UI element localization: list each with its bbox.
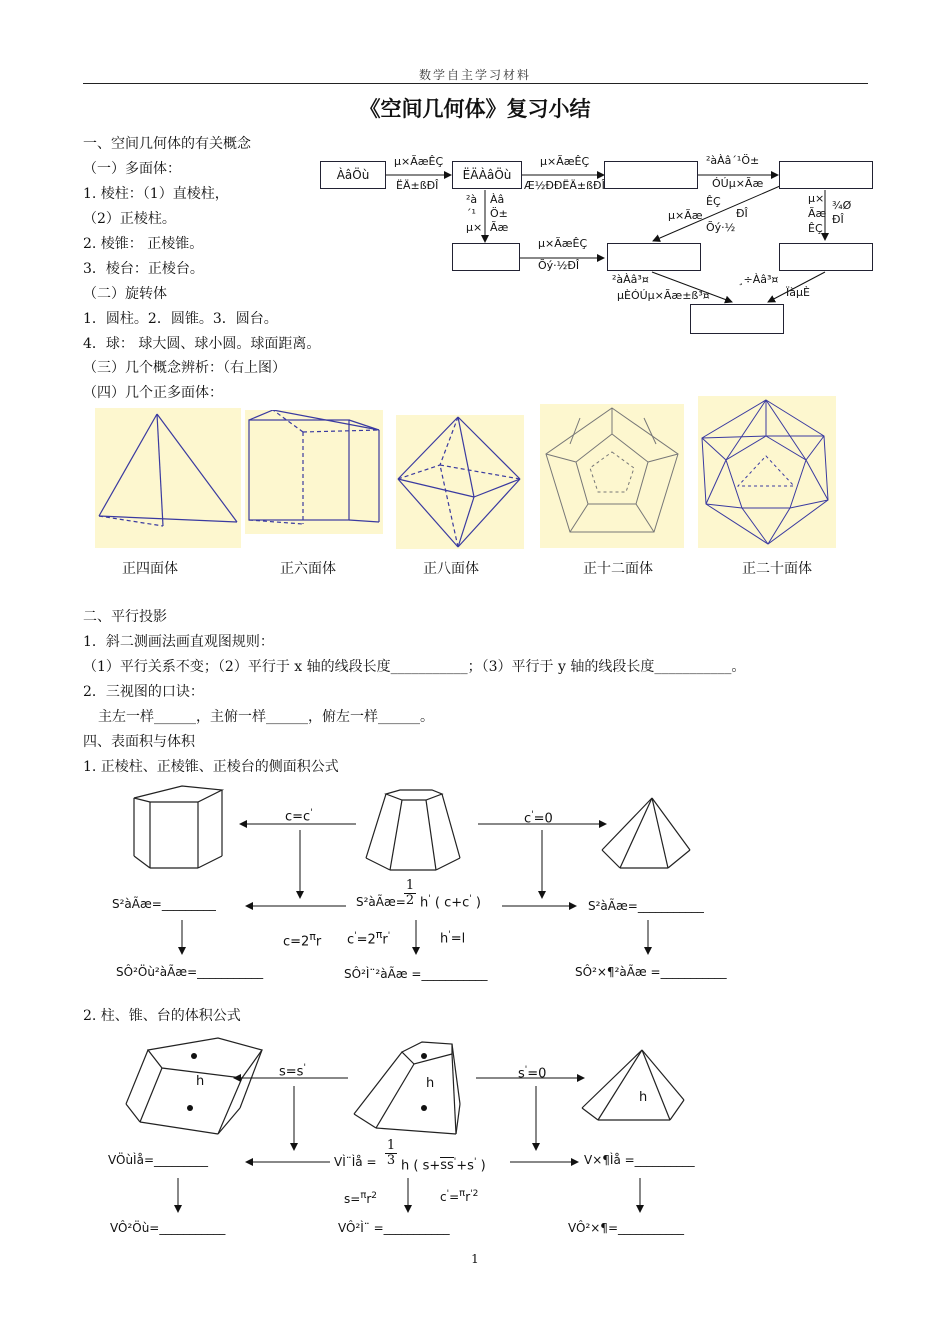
flow-label-down1-f: Ãæ <box>490 221 509 234</box>
flow-label-5a: ²àÀâ³¤ <box>612 273 649 286</box>
cylinder-lateral-area: SÔ²Öù²àÃæ=___________ <box>116 965 264 979</box>
flow-label-6a: ¸÷Àâ³¤ <box>738 273 779 286</box>
flow-label-down2-a: µ× <box>808 192 825 205</box>
flow-box-blank-3 <box>452 243 520 271</box>
pyramid-lateral-area: S²àÃæ=___________ <box>588 899 704 913</box>
concept-distinction-line: （三）几个概念辨析：（右上图） <box>83 360 286 376</box>
icosahedron-label: 正二十面体 <box>742 561 812 577</box>
flow-label-down1-a: ²à <box>466 193 478 206</box>
flow-label-6b: ÏàµÈ <box>786 286 810 299</box>
pyramid-volume: V×¶Ìå =__________ <box>584 1153 695 1167</box>
regular-prism-line: （2）正棱柱。 <box>83 211 176 227</box>
truncated-cone-lateral-area: SÔ²Ì¨²àÃæ =___________ <box>344 967 488 981</box>
cube-figure <box>245 410 383 534</box>
flow-label-down2-b: Ãæ <box>808 207 827 220</box>
frustum-volume-symbol: VÌ¨Ìå = <box>334 1155 377 1169</box>
cylinder-base-condition: $s=^\pi r^2$ <box>344 1190 378 1206</box>
prism-volume: VÖùÌå=_________ <box>108 1153 208 1167</box>
lateral-area-heading: 1. 正棱柱、正棱锥、正棱台的侧面积公式 <box>83 759 339 775</box>
section4-heading: 四、表面积与体积 <box>83 734 195 750</box>
frustum-height-label: h <box>426 1076 435 1091</box>
s-equals-s-label: s=s' <box>279 1063 306 1080</box>
flow-label-4b: Õý·½ÐÎ <box>538 259 580 272</box>
flow-box-quad-prism: ËÄÀâÖù <box>452 161 522 189</box>
frustum-volume-formula: h ( s+ss'+s' ) <box>401 1157 486 1174</box>
fraction-denominator: 3 <box>386 1153 396 1168</box>
sphere-line: 4．球： 球大圆、球小圆。球面距离。 <box>83 336 321 352</box>
flow-box-blank-2 <box>779 161 873 189</box>
hex-prism-top <box>134 786 222 802</box>
frustum-condition: $c'=2^\pi r'$ <box>347 928 391 948</box>
icosahedron-drawing <box>698 396 836 548</box>
dodecahedron-drawing <box>540 404 684 548</box>
frustum-line: 3．棱台：正棱台。 <box>83 261 204 277</box>
frustum-lateral-formula: h' ( c+c' ) <box>420 894 481 911</box>
section1-heading: 一、空间几何体的有关概念 <box>83 136 251 152</box>
flow-box-blank-6 <box>690 304 784 334</box>
pyramid-height-label: h <box>639 1090 648 1105</box>
flow-label-diag-d: ÐÎ <box>736 207 748 220</box>
tetrahedron-label: 正四面体 <box>122 561 178 577</box>
three-view-rule: 主左一样______，主俯一样______，俯左一样______。 <box>98 709 434 725</box>
document-header: 数学自主学习材料 <box>418 68 531 82</box>
cone-lateral-area: SÔ²×¶²àÃæ =___________ <box>575 965 727 979</box>
c-prime-zero-label: c'=0 <box>524 810 553 827</box>
flow-label-down1-c: ´¹ <box>466 207 476 220</box>
prism-line: 1. 棱柱：（1）直棱柱， <box>83 186 229 202</box>
dodecahedron-figure <box>540 404 684 548</box>
tetrahedron-figure <box>95 408 241 548</box>
flow-label-down1-b: Àâ <box>490 193 505 206</box>
header-rule <box>83 83 868 84</box>
flow-label-3a: ²àÀâ´¹Ö± <box>706 154 760 167</box>
fraction-numerator: 1 <box>386 1138 396 1153</box>
flow-label-diag-c: Õý·½ <box>706 221 736 234</box>
flow-label-down2-c: ÊÇ <box>808 222 823 235</box>
three-view-heading: 2．三视图的口诀： <box>83 684 204 700</box>
flow-label-down1-e: µ× <box>466 221 483 234</box>
section2-heading: 二、平行投影 <box>83 609 167 625</box>
octahedron-figure <box>396 415 524 549</box>
flow-label-diag-a: µ×Ãæ <box>668 209 703 222</box>
flow-label-1a: µ×ÃæÊÇ <box>394 155 444 168</box>
flow-label-5b: µÈÓÚµ×Ãæ±ß³¤ <box>617 289 710 302</box>
flow-box-prism: ÀâÖù <box>320 161 386 189</box>
cube-drawing <box>245 410 383 534</box>
volume-diagram <box>100 1030 860 1240</box>
flow-label-3b: ÓÚµ×Ãæ <box>712 177 764 190</box>
dodecahedron-label: 正十二面体 <box>583 561 653 577</box>
page-number: 1 <box>471 1252 479 1266</box>
flow-box-blank-1 <box>604 161 698 189</box>
truncated-cone-volume: VÔ²Ì¨ =___________ <box>338 1221 450 1235</box>
oblique-rule-line: 1．斜二测画法画直观图规则： <box>83 634 274 650</box>
prism-height-label: h <box>196 1074 205 1089</box>
octahedron-drawing <box>396 415 524 549</box>
c-equals-c-label: c=c' <box>285 808 313 825</box>
fraction-numerator: 1 <box>405 878 415 893</box>
icosahedron-figure <box>698 396 836 548</box>
frustum-lateral-area-symbol: S²àÃæ= <box>356 895 406 909</box>
polyhedron-heading: （一）多面体： <box>83 161 181 177</box>
flow-label-1b: ËÄ±ßÐÎ <box>396 179 439 192</box>
flow-label-down2-d: ¾Ø <box>832 199 852 212</box>
pyramid-line: 2. 棱锥： 正棱锥。 <box>83 236 204 252</box>
flow-label-down2-e: ÐÎ <box>832 213 844 226</box>
prism-lateral-area: S²àÃæ=_________ <box>112 897 216 911</box>
fraction-denominator: 2 <box>405 893 415 908</box>
slant-height-condition: h'=l <box>440 930 466 947</box>
octahedron-label: 正八面体 <box>423 561 479 577</box>
tetrahedron-drawing <box>95 408 241 548</box>
regular-polyhedra-heading: （四）几个正多面体： <box>83 385 223 401</box>
cylinder-cone-line: 1．圆柱。2．圆锥。3．圆台。 <box>83 311 278 327</box>
lateral-area-diagram <box>100 780 860 990</box>
flow-box-blank-4 <box>607 243 701 271</box>
flow-label-down1-d: Ö± <box>490 207 508 220</box>
flow-box-blank-5 <box>779 243 873 271</box>
flow-label-2b: Æ½ÐÐËÄ±ßÐÎ <box>524 179 605 192</box>
volume-heading: 2. 柱、锥、台的体积公式 <box>83 1008 241 1024</box>
flow-label-2a: µ×ÃæÊÇ <box>540 155 590 168</box>
cylinder-condition: $c=2^\pi r$ <box>283 930 322 950</box>
s-prime-zero-label: s'=0 <box>518 1065 547 1082</box>
flow-label-4a: µ×ÃæÊÇ <box>538 237 588 250</box>
cube-label: 正六面体 <box>280 561 336 577</box>
oblique-rule-detail: （1）平行关系不变；（2）平行于 x 轴的线段长度___________；（3）平行于 y 轴的线段长度___________。 <box>83 659 746 675</box>
cone-volume: VÔ²×¶=___________ <box>568 1221 684 1235</box>
flow-label-diag-b: ÊÇ <box>706 195 721 208</box>
frustum-base-condition: $c'=^\pi r^{'2}$ <box>440 1188 479 1204</box>
page-title: 《空间几何体》复习小结 <box>359 97 591 121</box>
solid-of-revolution-heading: （二）旋转体 <box>83 286 167 302</box>
cylinder-volume: VÔ²Öù=___________ <box>110 1221 226 1235</box>
one-half-fraction <box>404 879 416 908</box>
one-third-fraction <box>385 1139 397 1168</box>
